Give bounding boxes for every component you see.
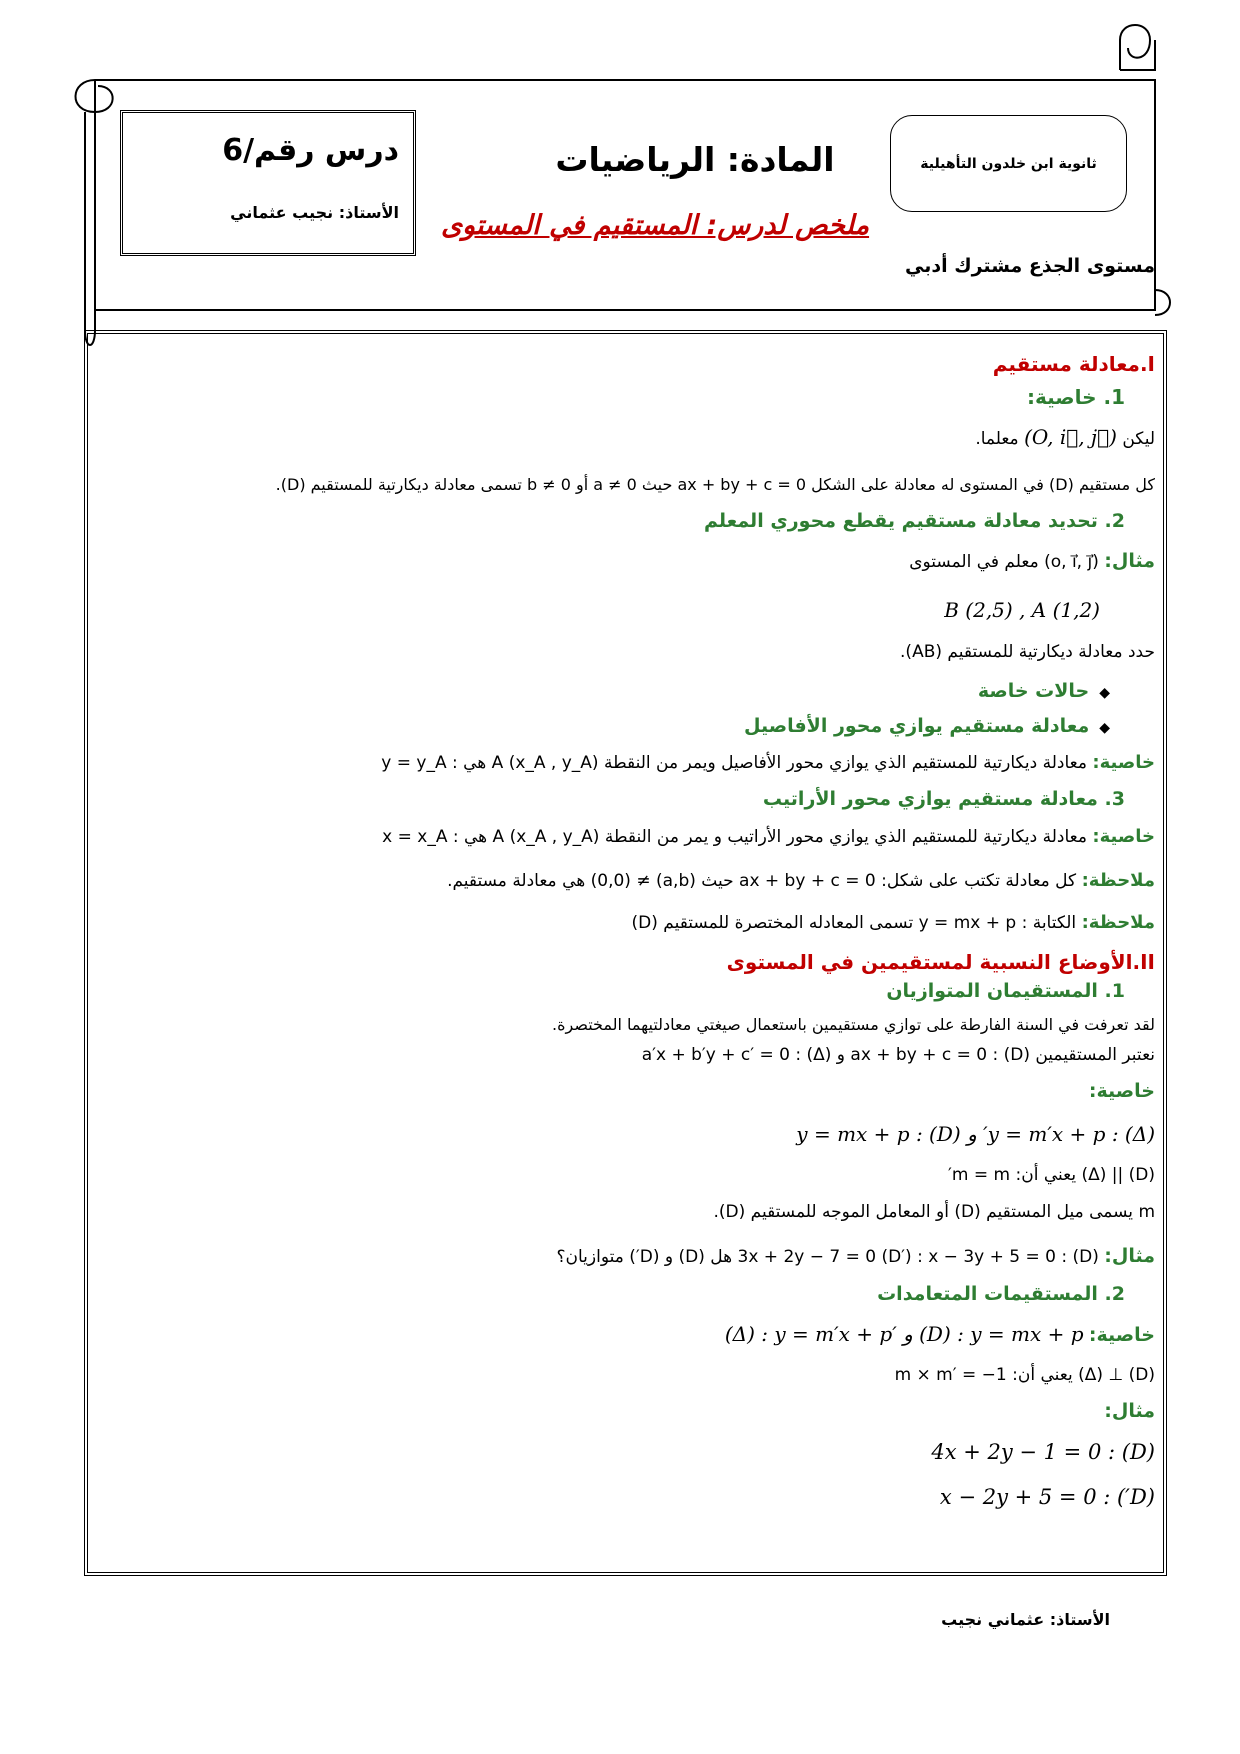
eq-pair: (Δ) : y = m′x + p′ و (D) : y = mx + p — [796, 1122, 1155, 1146]
prop-label: خاصية: — [1092, 752, 1155, 773]
diamond-icon: ◆ — [1099, 720, 1110, 736]
let-text: ليكن — [1122, 429, 1155, 449]
school-box — [890, 115, 1127, 212]
horizontal-prop — [381, 752, 1155, 773]
example-label: مثال: — [1104, 550, 1155, 572]
vertical-text: معادلة ديكارتية للمستقيم الذي يوازي محور الأراتيب و يمر من النقطة A (x_A , y_A) هي : x = x_A — [382, 827, 1087, 847]
prop-text: كل مستقيم (D) في المستوى له معادلة على الشكل ax + by + c = 0 حيث a ≠ 0 أو b ≠ 0 تسمى معادلة ديكارتية للمستقيم (D). — [275, 475, 1155, 494]
example-text: (o, i⃗, j⃗) معلم في المستوى — [909, 552, 1099, 572]
prop-label: خاصية: — [1092, 826, 1155, 847]
eq-pair2: (Δ) : y = m′x + p′ و (D) : y = mx + p — [724, 1322, 1084, 1346]
prop-label: خاصية: — [1088, 1324, 1155, 1346]
footer-teacher: الأستاذ: عثماني نجيب — [941, 1610, 1110, 1629]
parallel-example — [556, 1245, 1155, 1267]
teacher-name: الأستاذ: نجيب عثماني — [230, 203, 399, 222]
points: B (2,5) , A (1,2) — [944, 598, 1100, 622]
perp-prop — [725, 1322, 1155, 1346]
intro1: لقد تعرفت في السنة الفارطة على توازي مستقيمين باستعمال صيغتي معادلتيهما المختصرة. — [552, 1015, 1155, 1034]
subject-title — [530, 140, 860, 179]
note1-text: كل معادلة تكتب على شكل: ax + by + c = 0 حيث (a,b) ≠ (0,0) هي معادلة مستقيم. — [447, 871, 1077, 891]
horizontal-title — [744, 715, 1110, 737]
note-label: ملاحظة: — [1081, 870, 1155, 891]
summary-title: ملخص لدرس: المستقيم في المستوى — [440, 210, 870, 241]
note2-text: الكتابة : y = mx + p تسمى المعادله المختصرة للمستقيم (D) — [631, 913, 1077, 933]
example2-line1: (D) : 4x + 2y − 1 = 0 — [931, 1440, 1155, 1464]
vertical-prop — [382, 826, 1155, 847]
parallel-cond: (D) || (Δ) يعني أن: m = m′ — [948, 1165, 1155, 1185]
example2-label: مثال: — [1104, 1400, 1155, 1422]
example-line — [909, 550, 1155, 572]
lesson-number: درس رقم/6 — [222, 133, 399, 168]
section2-sub2: 2. المستقيمات المتعامدات — [877, 1283, 1125, 1305]
section1-sub1: 1. خاصية: — [1026, 385, 1125, 409]
level-label: مستوى الجذع مشترك أدبي — [904, 255, 1155, 277]
section1-title: I.معادلة مستقيم — [992, 352, 1155, 376]
subject-prefix: المادة — [739, 140, 835, 179]
example-label: مثال: — [1104, 1245, 1155, 1267]
school-name: ثانوية ابن خلدون التأهيلية — [920, 155, 1097, 172]
section2-title: II.الأوضاع النسبية لمستقيمين في المستوى — [726, 950, 1155, 974]
example2-line2: (D′) : x − 2y + 5 = 0 — [939, 1485, 1155, 1509]
let-tail: معلما. — [975, 429, 1019, 449]
note-label: ملاحظة: — [1081, 912, 1155, 933]
let-line — [975, 425, 1155, 449]
intro2: نعتبر المستقيمين (D) : ax + by + c = 0 و (Δ) : a′x + b′y + c′ = 0 — [641, 1045, 1155, 1065]
slope-text: m يسمى ميل المستقيم (D) أو المعامل الموجه للمستقيم (D). — [713, 1202, 1155, 1222]
parallel-example-text: (D) : 3x + 2y − 7 = 0 (D′) : x − 3y + 5 = 0 هل (D) و (D′) متوازيان؟ — [556, 1247, 1099, 1267]
section2-prop-label: خاصية: — [1088, 1080, 1155, 1102]
section2-sub1: 1. المستقيمان المتوازيان — [886, 980, 1125, 1002]
frame-math: (O, i⃗, j⃗) — [1024, 425, 1117, 449]
special-cases-label: حالات خاصة — [977, 680, 1090, 702]
horizontal-title-label: معادلة مستقيم يوازي محور الأفاصيل — [744, 715, 1090, 737]
special-cases — [978, 680, 1110, 702]
section1-sub3: 3. معادلة مستقيم يوازي محور الأراتيب — [762, 788, 1125, 810]
diamond-icon: ◆ — [1099, 685, 1110, 701]
note2 — [631, 912, 1155, 933]
perp-cond: (D) ⊥ (Δ) يعني أن: m × m′ = −1 — [894, 1365, 1155, 1385]
find-text: حدد معادلة ديكارتية للمستقيم (AB). — [900, 642, 1155, 662]
note1 — [447, 870, 1155, 891]
section1-sub2: 2. تحديد معادلة مستقيم يقطع محوري المعلم — [703, 510, 1125, 532]
subject-value: : الرياضيات — [555, 140, 740, 179]
lesson-info-box — [120, 110, 416, 256]
horizontal-text: معادلة ديكارتية للمستقيم الذي يوازي محور الأفاصيل ويمر من النقطة A (x_A , y_A) هي : y = y_A — [381, 753, 1087, 773]
